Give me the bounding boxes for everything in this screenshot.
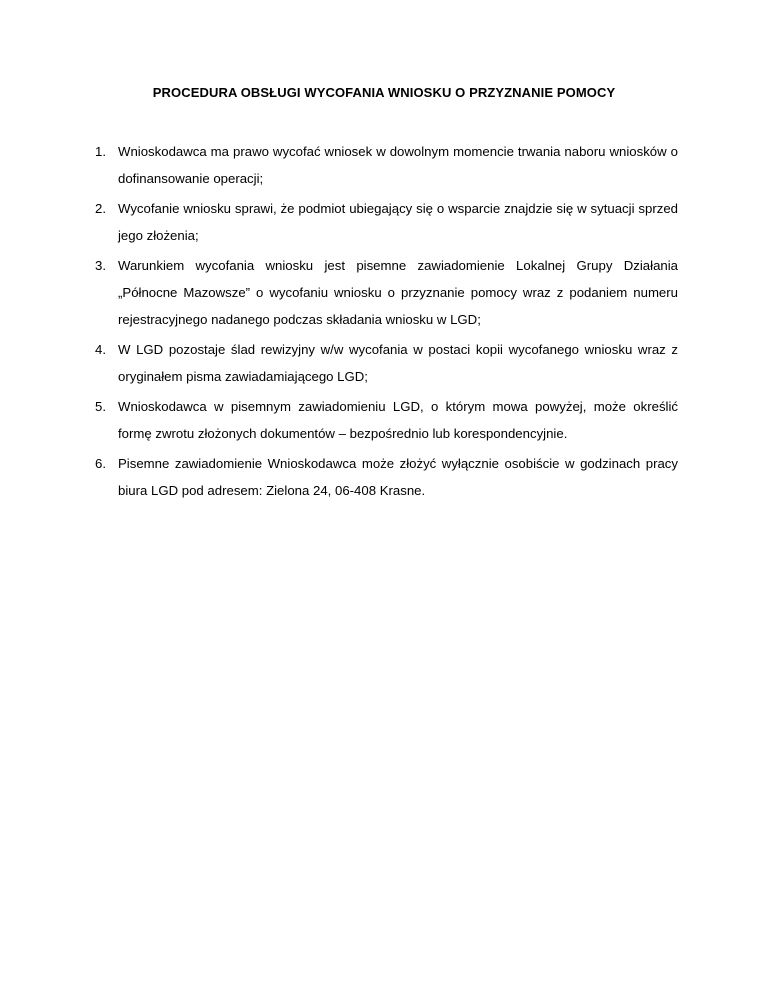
list-item <box>95 252 678 333</box>
list-item-number: 2. <box>95 201 106 216</box>
list-item-text: Wnioskodawca ma prawo wycofać wniosek w dowolnym momencie trwania naboru wniosków o dofinansowanie operacji; <box>118 144 678 186</box>
list-item-number: 6. <box>95 456 106 471</box>
list-item-number: 3. <box>95 258 106 273</box>
list-item-text: Wycofanie wniosku sprawi, że podmiot ubiegający się o wsparcie znajdzie się w sytuacji sprzed jego złożenia; <box>118 201 678 243</box>
list-item-number: 5. <box>95 399 106 414</box>
list-item <box>95 450 678 504</box>
list-item <box>95 336 678 390</box>
list-item-text: Wnioskodawca w pisemnym zawiadomieniu LGD, o którym mowa powyżej, może określić formę zwrotu złożonych dokumentów – bezpośrednio lub korespondencyjnie. <box>118 399 678 441</box>
list-item <box>95 393 678 447</box>
list-item-text: Warunkiem wycofania wniosku jest pisemne zawiadomienie Lokalnej Grupy Działania „Północne Mazowsze” o wycofaniu wniosku o przyznanie pomocy wraz z podaniem numeru rejestracyjnego nadanego podczas składania wniosku w LGD; <box>118 258 678 327</box>
list-item-text: W LGD pozostaje ślad rewizyjny w/w wycofania w postaci kopii wycofanego wniosku wraz z oryginałem pisma zawiadamiającego LGD; <box>118 342 678 384</box>
document-title: PROCEDURA OBSŁUGI WYCOFANIA WNIOSKU O PRZYZNANIE POMOCY <box>152 85 616 100</box>
list-item-number: 1. <box>95 144 106 159</box>
list-item-text: Pisemne zawiadomienie Wnioskodawca może złożyć wyłącznie osobiście w godzinach pracy biura LGD pod adresem: Zielona 24, 06-408 Krasne. <box>118 456 678 498</box>
list-item <box>95 138 678 192</box>
procedure-list <box>95 138 678 507</box>
list-item <box>95 195 678 249</box>
list-item-number: 4. <box>95 342 106 357</box>
